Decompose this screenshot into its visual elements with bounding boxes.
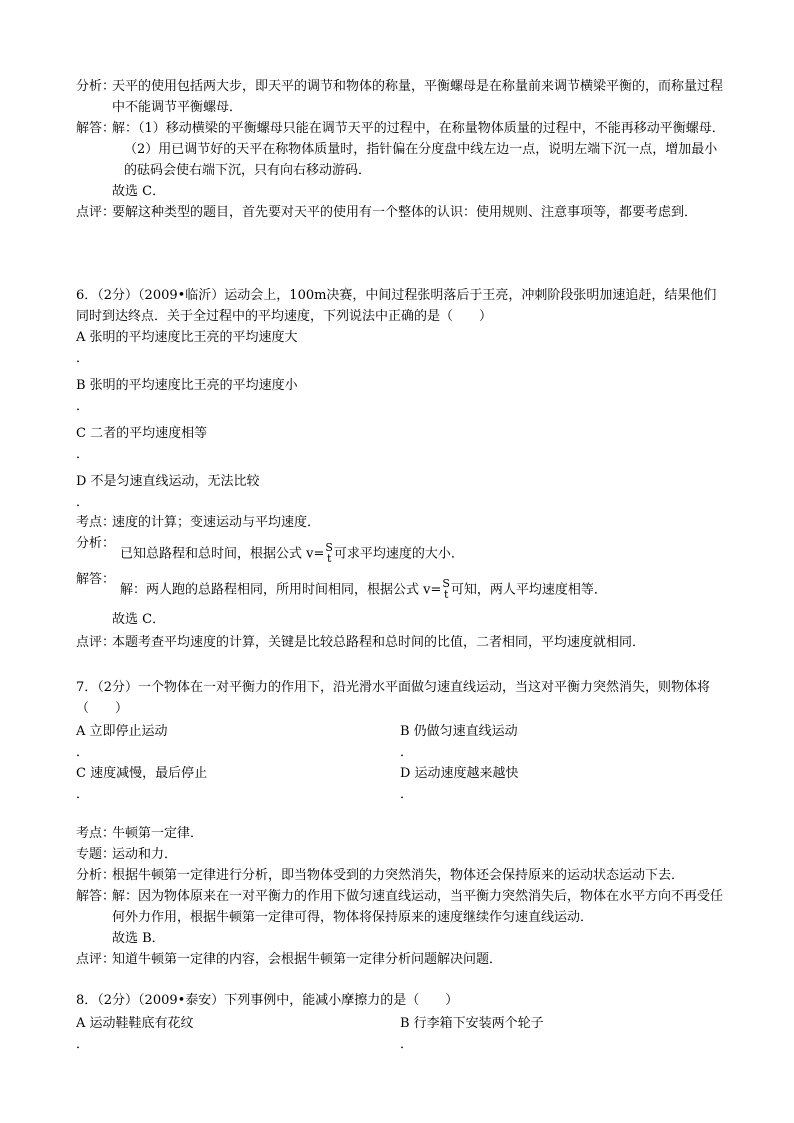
answer-text: 解：两人跑的总路程相同，所用时间相同，根据公式 v= S t 可知，两人平均速度相等．	[120, 577, 607, 601]
analysis-label: 分析：	[76, 79, 116, 94]
comment-text: 知道牛顿第一定律的内容，会根据牛顿第一定律分析问题解决问题．	[112, 952, 503, 967]
topic-label: 专题：	[76, 847, 116, 862]
answer-text: 解：（1）移动横梁的平衡螺母只能在调节天平的过程中，在称量物体质量的过程中，不能再移动平衡螺母．	[112, 121, 725, 136]
option-dot: ．	[76, 745, 90, 760]
analysis-text: 根据牛顿第一定律进行分析，即当物体受到的力突然消失，物体还会保持原来的运动状态运动下去．	[112, 868, 685, 883]
q6-analysis	[76, 533, 728, 565]
comment-text: 本题考查平均速度的计算，关键是比较总路程和总时间的比值，二者相同，平均速度就相同．	[112, 635, 646, 650]
option-a: A 运动鞋鞋底有花纹	[76, 1016, 194, 1031]
option-c: C 二者的平均速度相等	[76, 426, 208, 441]
question-6	[76, 285, 728, 513]
answer-label: 解答：	[76, 121, 116, 136]
option-dot: ．	[76, 351, 90, 366]
answer-label: 解答：	[76, 572, 116, 587]
q6-comment	[76, 632, 728, 653]
analysis-text: 已知总路程和总时间，根据公式 v= S t 可求平均速度的大小．	[120, 541, 464, 565]
option-a: A 立即停止运动	[76, 724, 168, 739]
option-b: B 行李箱下安装两个轮子	[400, 1016, 544, 1031]
question-7-solution	[76, 823, 728, 970]
analysis-label: 分析：	[76, 536, 116, 551]
answer-choice: 故选 B．	[112, 931, 165, 946]
q7-comment	[76, 949, 728, 970]
q5-analysis	[76, 76, 728, 118]
q5-comment	[76, 202, 728, 223]
question-7	[76, 677, 728, 805]
q7-point	[76, 823, 728, 844]
q7-topic	[76, 844, 728, 865]
question-stem: 6．（2分）（2009•临沂）运动会上，100m决赛，中间过程张明落后于王亮，冲刺阶段张明加速追赶，结果他们同时到达终点．关于全过程中的平均速度，下列说法中正确的是（ ）	[76, 288, 717, 324]
option-dot: ．	[76, 787, 90, 802]
option-dot: ．	[76, 399, 90, 414]
q7-answer	[76, 886, 728, 928]
answer-text: （2）用已调节好的天平在称物体质量时，指针偏在分度盘中线左边一点，说明左端下沉一点，增加最小的砝码会使右端下沉，只有向右移动游码．	[124, 142, 718, 178]
comment-label: 点评：	[76, 635, 116, 650]
answer-choice: 故选 C．	[112, 612, 166, 627]
question-stem: 7．（2分）一个物体在一对平衡力的作用下，沿光滑水平面做匀速直线运动，当这对平衡力突然消失，则物体将（ ）	[76, 680, 711, 716]
point-text: 牛顿第一定律．	[112, 826, 204, 841]
answer-choice: 故选 C．	[112, 184, 166, 199]
comment-label: 点评：	[76, 952, 116, 967]
option-dot: ．	[76, 447, 90, 462]
question-stem: 8．（2分）（2009•泰安）下列事例中，能减小摩擦力的是（ ）	[76, 993, 459, 1008]
option-dot: ．	[400, 787, 414, 802]
point-text: 速度的计算；变速运动与平均速度．	[112, 515, 321, 530]
option-dot: ．	[76, 1037, 90, 1052]
option-d: D 运动速度越来越快	[400, 766, 519, 781]
option-c: C 速度减慢，最后停止	[76, 766, 208, 781]
answer-label: 解答：	[76, 889, 116, 904]
fraction-s-over-t: S t	[325, 541, 333, 565]
option-a: A 张明的平均速度比王亮的平均速度大	[76, 330, 298, 345]
answer-text: 解：因为物体原来在一对平衡力的作用下做匀速直线运动，当平衡力突然消失后，物体在水平方向不再受任何外力作用，根据牛顿第一定律可得，物体将保持原来的速度继续作匀速直线运动．	[112, 889, 724, 925]
option-b: B 仍做匀速直线运动	[400, 724, 518, 739]
option-dot: ．	[400, 745, 414, 760]
point-label: 考点：	[76, 515, 116, 530]
analysis-text: 天平的使用包括两大步，即天平的调节和物体的称量，平衡螺母是在称量前来调节横梁平衡的，而称量过程中不能调节平衡螺母．	[112, 79, 724, 115]
q7-analysis	[76, 865, 728, 886]
comment-label: 点评：	[76, 205, 116, 220]
point-label: 考点：	[76, 826, 116, 841]
topic-text: 运动和力．	[112, 847, 178, 862]
q6-answer	[76, 569, 728, 605]
option-dot: ．	[76, 495, 90, 510]
q5-solution	[76, 76, 728, 223]
fraction-s-over-t: S t	[442, 577, 450, 601]
comment-text: 要解这种类型的题目，首先要对天平的使用有一个整体的认识：使用规则、注意事项等，都要考虑到．	[112, 205, 698, 220]
q6-point	[76, 512, 728, 533]
question-8	[76, 990, 728, 1055]
q5-answer	[76, 118, 728, 139]
option-b: B 张明的平均速度比王亮的平均速度小	[76, 378, 298, 393]
analysis-label: 分析：	[76, 868, 116, 883]
option-d: D 不是匀速直线运动，无法比较	[76, 474, 260, 489]
option-dot: ．	[400, 1037, 414, 1052]
question-6-solution	[76, 512, 728, 653]
